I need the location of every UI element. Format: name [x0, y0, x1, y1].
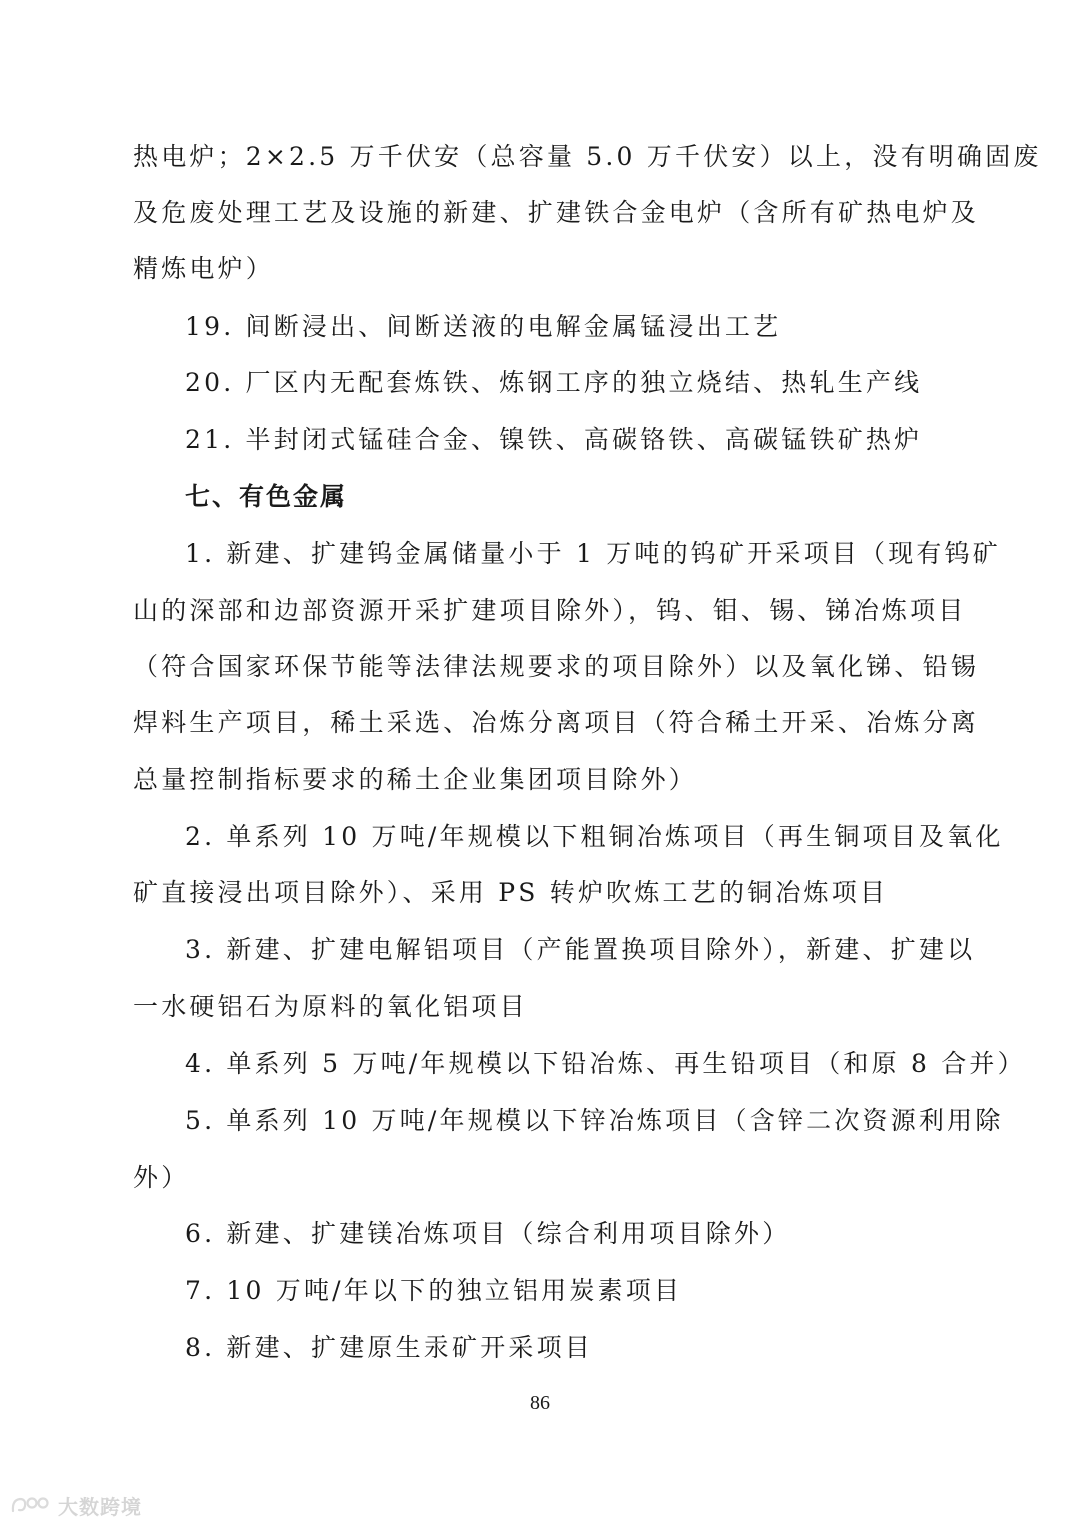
list-item: 8. 新建、扩建原生汞矿开采项目 — [185, 1333, 594, 1362]
watermark-text: 大数跨境 — [58, 1494, 142, 1519]
list-item: 20. 厂区内无配套炼铁、炼钢工序的独立烧结、热轧生产线 — [185, 368, 923, 397]
text-line: 一水硬铝石为原料的氧化铝项目 — [133, 992, 528, 1021]
text-line: 总量控制指标要求的稀土企业集团项目除外） — [133, 765, 698, 794]
list-item: 3. 新建、扩建电解铝项目（产能置换项目除外），新建、扩建以 — [185, 935, 976, 964]
list-item: 21. 半封闭式锰硅合金、镍铁、高碳铬铁、高碳锰铁矿热炉 — [185, 425, 923, 454]
list-item: 7. 10 万吨/年以下的独立铝用炭素项目 — [185, 1276, 683, 1305]
text-line: 山的深部和边部资源开采扩建项目除外），钨、钼、锡、锑冶炼项目 — [133, 596, 967, 625]
text-line: 外） — [133, 1163, 190, 1192]
text-line: 精炼电炉） — [133, 254, 275, 283]
list-item: 4. 单系列 5 万吨/年规模以下铅冶炼、再生铅项目（和原 8 合并） — [185, 1049, 1026, 1078]
list-item: 19. 间断浸出、间断送液的电解金属锰浸出工艺 — [185, 312, 782, 341]
list-item: 1. 新建、扩建钨金属储量小于 1 万吨的钨矿开采项目（现有钨矿 — [185, 539, 1002, 568]
list-item: 2. 单系列 10 万吨/年规模以下粗铜冶炼项目（再生铜项目及氧化 — [185, 822, 1004, 851]
text-line: 及危废处理工艺及设施的新建、扩建铁合金电炉（含所有矿热电炉及 — [133, 198, 980, 227]
list-item: 5. 单系列 10 万吨/年规模以下锌冶炼项目（含锌二次资源利用除 — [185, 1106, 1004, 1135]
text-line: （符合国家环保节能等法律法规要求的项目除外）以及氧化锑、铅锡 — [133, 652, 980, 681]
text-line: 焊料生产项目，稀土采选、冶炼分离项目（符合稀土开采、冶炼分离 — [133, 708, 980, 737]
text-line: 热电炉；2×2.5 万千伏安（总容量 5.0 万千伏安）以上，没有明确固废 — [133, 142, 1042, 171]
list-item: 6. 新建、扩建镁冶炼项目（综合利用项目除外） — [185, 1219, 791, 1248]
page-number: 86 — [530, 1392, 550, 1414]
section-heading: 七、有色金属 — [185, 482, 348, 511]
text-line: 矿直接浸出项目除外）、采用 PS 转炉吹炼工艺的铜冶炼项目 — [133, 878, 889, 907]
dashuju-logo-icon — [10, 1494, 54, 1516]
watermark — [10, 1490, 142, 1520]
